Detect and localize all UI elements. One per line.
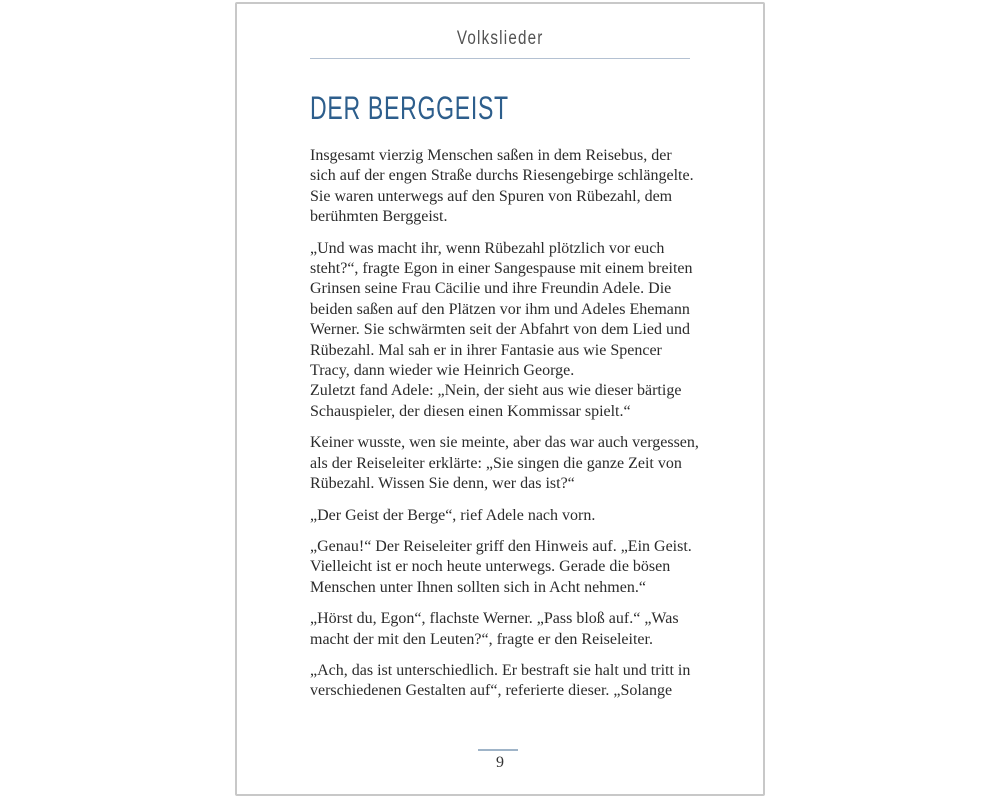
text-line: Grinsen seine Frau Cäcilie und ihre Freundin Adele. Die	[310, 280, 672, 298]
text-line: „Und was macht ihr, wenn Rübezahl plötzlich vor euch	[310, 239, 665, 257]
running-header-title: Volkslieder	[456, 28, 544, 49]
text-line: „Genau!“ Der Reiseleiter griff den Hinweis auf. „Ein Geist.	[310, 537, 692, 555]
text-line: macht der mit den Leuten?“, fragte er den Reiseleiter.	[310, 630, 653, 648]
text-line: „Ach, das ist unterschiedlich. Er bestraft sie halt und tritt in	[310, 661, 691, 679]
text-line: Tracy, dann wieder wie Heinrich George.	[310, 362, 575, 380]
text-line: sich auf der engen Straße durchs Riesengebirge schlängelte.	[310, 167, 694, 185]
text-line: Keiner wusste, wen sie meinte, aber das war auch vergessen,	[310, 434, 699, 452]
running-header	[237, 28, 763, 50]
text-line: als der Reiseleiter erklärte: „Sie singen die ganze Zeit von	[310, 454, 682, 472]
page-number: 9	[496, 754, 504, 771]
chapter-title: DER BERGGEIST	[310, 90, 509, 126]
paragraph	[310, 239, 692, 423]
text-line: verschiedenen Gestalten auf“, referierte dieser. „Solange	[310, 682, 673, 700]
text-line: „Der Geist der Berge“, rief Adele nach vorn.	[310, 506, 596, 524]
footer-rule	[478, 749, 518, 751]
header-rule	[310, 58, 690, 59]
text-line: Menschen unter Ihnen sollten sich in Acht nehmen.“	[310, 578, 646, 596]
paragraph	[310, 537, 692, 598]
text-line: beiden saßen auf den Plätzen vor ihm und Adeles Ehemann	[310, 300, 690, 318]
body-text	[310, 146, 699, 702]
text-line: steht?“, fragte Egon in einer Sangespause mit einem breiten	[310, 260, 693, 278]
book-page	[235, 2, 765, 796]
paragraph	[310, 506, 692, 526]
paragraph	[310, 661, 692, 702]
paragraph	[310, 609, 692, 650]
text-line: berühmten Berggeist.	[310, 208, 448, 226]
text-line: Insgesamt vierzig Menschen saßen in dem Reisebus, der	[310, 147, 672, 164]
paragraph	[310, 433, 699, 494]
text-line: „Hörst du, Egon“, flachste Werner. „Pass bloß auf.“ „Was	[310, 610, 679, 628]
text-line: Zuletzt fand Adele: „Nein, der sieht aus wie dieser bärtige	[310, 382, 682, 400]
paragraph	[310, 146, 692, 228]
text-line: Vielleicht ist er noch heute unterwegs. Gerade die bösen	[310, 558, 671, 576]
text-line: Werner. Sie schwärmten seit der Abfahrt von dem Lied und	[310, 321, 690, 339]
text-line: Sie waren unterwegs auf den Spuren von Rübezahl, dem	[310, 187, 673, 205]
text-line: Rübezahl. Wissen Sie denn, wer das ist?“	[310, 475, 575, 493]
text-line: Schauspieler, der diesen einen Kommissar spielt.“	[310, 402, 631, 420]
text-line: Rübezahl. Mal sah er in ihrer Fantasie aus wie Spencer	[310, 341, 662, 359]
